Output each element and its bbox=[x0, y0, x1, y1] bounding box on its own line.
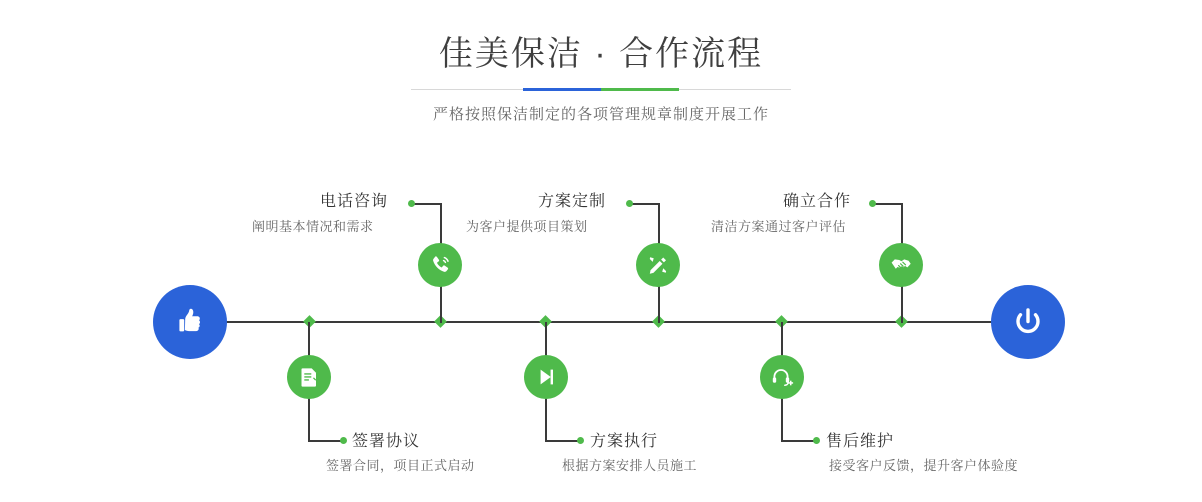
pencil-ruler-icon bbox=[646, 253, 670, 277]
step-title-5: 确立合作 bbox=[783, 193, 852, 210]
connector-line bbox=[781, 440, 817, 442]
connector-line bbox=[412, 203, 442, 205]
thumbs-up-icon bbox=[172, 304, 208, 340]
step-node-6[interactable] bbox=[760, 355, 804, 399]
connector-dot bbox=[340, 437, 347, 444]
connector-line bbox=[630, 203, 660, 205]
timeline-start-badge bbox=[153, 285, 227, 359]
step-title-3: 方案定制 bbox=[538, 193, 607, 210]
step-node-5[interactable] bbox=[879, 243, 923, 287]
connector-dot bbox=[813, 437, 820, 444]
headset-support-icon bbox=[770, 365, 794, 389]
connector-line bbox=[545, 440, 581, 442]
step-desc-1: 阐明基本情况和需求 bbox=[252, 219, 374, 234]
timeline-end-badge bbox=[991, 285, 1065, 359]
phone-ring-icon bbox=[428, 253, 452, 277]
step-desc-5: 清洁方案通过客户评估 bbox=[711, 219, 847, 234]
step-desc-6: 接受客户反馈，提升客户体验度 bbox=[829, 458, 1019, 473]
step-node-2[interactable] bbox=[287, 355, 331, 399]
diagram-header bbox=[0, 30, 1202, 124]
page-title: 佳美保洁 · 合作流程 bbox=[438, 35, 764, 73]
connector-line bbox=[873, 203, 903, 205]
power-icon bbox=[1009, 303, 1047, 341]
connector-dot bbox=[577, 437, 584, 444]
connector-dot bbox=[408, 200, 415, 207]
step-node-3[interactable] bbox=[636, 243, 680, 287]
step-desc-3: 为客户提供项目策划 bbox=[466, 219, 588, 234]
play-next-icon bbox=[534, 365, 558, 389]
title-divider bbox=[411, 88, 791, 91]
step-desc-2: 签署合同，项目正式启动 bbox=[326, 458, 475, 473]
connector-line bbox=[308, 440, 344, 442]
divider-line-green bbox=[601, 88, 679, 91]
divider-line-blue bbox=[523, 88, 601, 91]
connector-dot bbox=[869, 200, 876, 207]
handshake-icon bbox=[889, 253, 913, 277]
step-title-1: 电话咨询 bbox=[320, 193, 389, 210]
document-edit-icon bbox=[297, 365, 321, 389]
step-title-4: 方案执行 bbox=[590, 433, 659, 450]
page-subtitle: 严格按照保洁制定的各项管理规章制度开展工作 bbox=[432, 106, 769, 123]
step-desc-4: 根据方案安排人员施工 bbox=[562, 458, 698, 473]
step-title-6: 售后维护 bbox=[826, 433, 895, 450]
step-title-2: 签署协议 bbox=[352, 433, 421, 450]
timeline-axis bbox=[160, 321, 1050, 323]
step-node-1[interactable] bbox=[418, 243, 462, 287]
connector-dot bbox=[626, 200, 633, 207]
step-node-4[interactable] bbox=[524, 355, 568, 399]
